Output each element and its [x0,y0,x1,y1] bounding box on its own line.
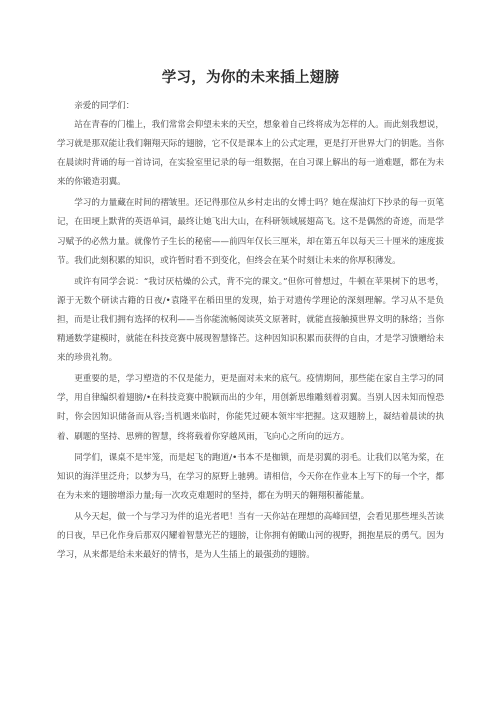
page-title: 学习，为你的未来插上翅膀 [161,70,340,86]
greeting: 亲爱的同学们： [74,101,135,111]
paragraph-1: 站在青春的门槛上，我们常常会仰望未来的天空，想象着自己终将成为怎样的人。而此刻我想说，学习就是那双能让我们翱翔天际的翅膀，它不仅是课本上的公式定理，更是打开世界大门的钥匙。当你在晨读时背诵的每一首诗词，在实验室里记录的每一组数据，在自习课上解出的每一道难题，都在为未来的你锻造羽翼。 [57,120,444,188]
paragraph-3: 或许有同学会说：“我讨厌枯燥的公式，背不完的课文。”但你可曾想过，牛顿在苹果树下的思考，源于无数个研读古籍的日夜/•袁隆平在稻田里的发现，始于对遗传学理论的深刻理解。学习从不是负担，而是让我们拥有选择的权利——当你能流畅阅读英文原著时，就能直接触摸世界文明的脉络；当你精通数学建模时，就能在科技竞赛中展现智慧锋芒。这种因知识积累而获得的自由，才是学习馈赠给未来的珍贵礼物。 [57,276,444,364]
paragraph-4: 更重要的是，学习塑造的不仅是能力，更是面对未来的底气。疫情期间，那些能在家自主学习的同学，用自律编织着翅膀/•在科技竞赛中脱颖而出的少年，用创新思维雕刻着羽翼。当别人因未知而惶恐时，你会因知识储备而从容;当机遇来临时，你能凭过硬本领牢牢把握。这双翅膀上，凝结着晨读的执着、刷题的坚持、思辨的智慧，终将载着你穿越风雨，飞向心之所向的远方。 [57,374,444,442]
paragraph-6: 从今天起，做一个与学习为伴的追光者吧！当有一天你站在理想的高峰回望，会看见那些埋头苦读的日夜，早已化作身后那双闪耀着智慧光芒的翅膀，让你拥有俯瞰山河的视野，拥抱星辰的勇气。因为学习，从来都是给未来最好的情书，是为人生插上的最强劲的翅膀。 [57,511,444,561]
paragraph-2: 学习的力量藏在时间的褶皱里。还记得那位从乡村走出的女博士吗？她在煤油灯下抄录的每一页笔记，在田埂上默背的英语单词，最终让她飞出大山，在科研领域展翅高飞。这不是偶然的奇迹，而是学习赋予的必然力量。就像竹子生长的秘密——前四年仅长三厘米，却在第五年以每天三十厘米的速度拔节。我们此刻积累的知识，或许暂时看不到变化，但终会在某个时刻让未来的你厚积薄发。 [57,198,444,266]
paragraph-5: 同学们，课桌不是牢笼，而是起飞的跑道/•书本不是枷锁，而是羽翼的羽毛。让我们以笔为桨，在知识的海洋里泛舟；以梦为马，在学习的原野上驰骋。请相信，今天你在作业本上写下的每一个字，都在为未来的翅膀增添力量;每一次攻克难题时的坚持，都在为明天的翱翔积蓄能量。 [57,452,444,501]
